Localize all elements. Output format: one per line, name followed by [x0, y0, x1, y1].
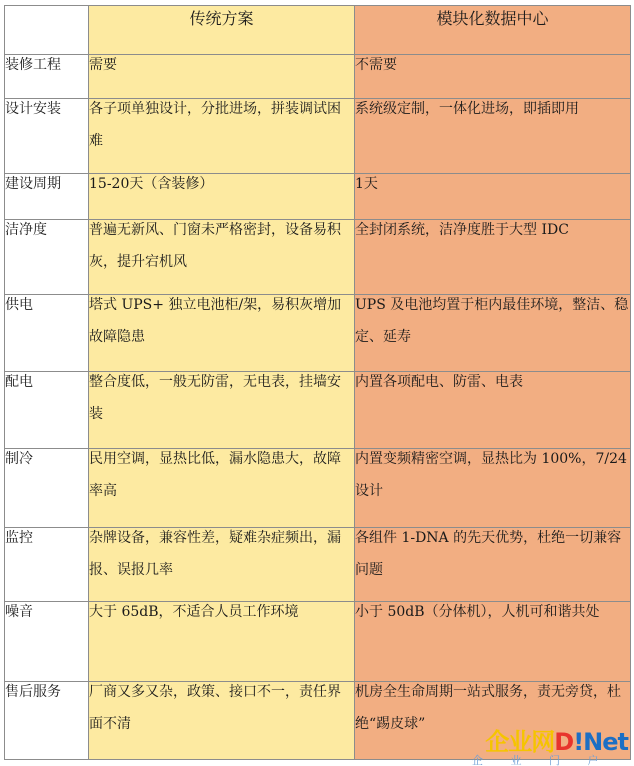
modular-cell — [355, 55, 631, 99]
traditional-text: 厂商又多又杂，政策、接口不一，责任界面不清 — [89, 684, 341, 732]
modular-text: 全封闭系统，洁净度胜于大型 IDC — [355, 222, 569, 238]
table-row — [5, 55, 631, 99]
modular-text: 各组件 1-DNA 的先天优势，杜绝一切兼容问题 — [355, 530, 622, 578]
table-row — [5, 449, 631, 528]
row-label: 售后服务 — [5, 682, 89, 760]
traditional-text: 杂牌设备，兼容性差，疑难杂症频出，漏报、误报几率 — [89, 530, 341, 578]
modular-cell — [355, 174, 631, 220]
modular-text: 小于 50dB（分体机），人机可和谐共处 — [355, 604, 600, 620]
table-row — [5, 528, 631, 602]
header-traditional: 传统方案 — [89, 6, 355, 55]
watermark-part-2: D — [554, 728, 574, 756]
traditional-text: 大于 65dB，不适合人员工作环境 — [89, 604, 299, 620]
modular-cell — [355, 220, 631, 295]
traditional-cell — [89, 528, 355, 602]
modular-cell — [355, 372, 631, 449]
table-row — [5, 220, 631, 295]
row-label: 供电 — [5, 295, 89, 372]
row-label: 监控 — [5, 528, 89, 602]
traditional-cell — [89, 174, 355, 220]
modular-text: 机房全生命周期一站式服务，责无旁贷，杜绝“踢皮球” — [355, 684, 621, 732]
traditional-cell — [89, 99, 355, 174]
traditional-text: 各子项单独设计，分批进场，拼装调试困难 — [89, 101, 341, 149]
table-row — [5, 99, 631, 174]
traditional-cell — [89, 682, 355, 760]
traditional-text: 民用空调，显热比低，漏水隐患大，故障率高 — [89, 451, 341, 499]
traditional-text: 普遍无新风、门窗未严格密封，设备易积灰，提升宕机风 — [89, 222, 341, 270]
table-row — [5, 372, 631, 449]
modular-cell — [355, 449, 631, 528]
comparison-table — [4, 5, 631, 760]
modular-cell — [355, 295, 631, 372]
modular-text: 1天 — [355, 176, 378, 192]
modular-cell — [355, 602, 631, 682]
watermark-part-1: 企业网 — [485, 728, 555, 756]
traditional-cell — [89, 602, 355, 682]
traditional-cell — [89, 449, 355, 528]
row-label: 制冷 — [5, 449, 89, 528]
table-header-row — [5, 6, 631, 55]
modular-text: 不需要 — [355, 57, 397, 73]
header-modular: 模块化数据中心 — [355, 6, 631, 55]
table-row — [5, 602, 631, 682]
row-label: 建设周期 — [5, 174, 89, 220]
modular-text: 内置变频精密空调，显热比为 100%，7/24 设计 — [355, 451, 627, 499]
row-label: 洁净度 — [5, 220, 89, 295]
modular-cell — [355, 528, 631, 602]
traditional-text: 整合度低，一般无防雷，无电表，挂墙安装 — [89, 374, 341, 422]
traditional-cell — [89, 220, 355, 295]
header-empty-cell — [5, 6, 89, 55]
traditional-text: 15-20天（含装修） — [89, 176, 214, 192]
traditional-text: 需要 — [89, 57, 117, 73]
traditional-text: 塔式 UPS+ 独立电池柜/架，易积灰增加故障隐患 — [89, 297, 342, 345]
row-label: 噪音 — [5, 602, 89, 682]
row-label: 装修工程 — [5, 55, 89, 99]
modular-text: 内置各项配电、防雷、电表 — [355, 374, 523, 390]
modular-cell — [355, 99, 631, 174]
watermark-subtitle: 企 业 门 户 — [472, 754, 611, 766]
traditional-cell — [89, 295, 355, 372]
modular-text: 系统级定制，一体化进场，即插即用 — [355, 101, 579, 117]
row-label: 设计安装 — [5, 99, 89, 174]
modular-text: UPS 及电池均置于柜内最佳环境，整洁、稳定、延寿 — [355, 297, 629, 345]
table-row — [5, 295, 631, 372]
traditional-cell — [89, 55, 355, 99]
table-row — [5, 174, 631, 220]
traditional-cell — [89, 372, 355, 449]
watermark-logo — [458, 722, 628, 756]
watermark-part-3: !Net — [573, 728, 628, 756]
row-label: 配电 — [5, 372, 89, 449]
